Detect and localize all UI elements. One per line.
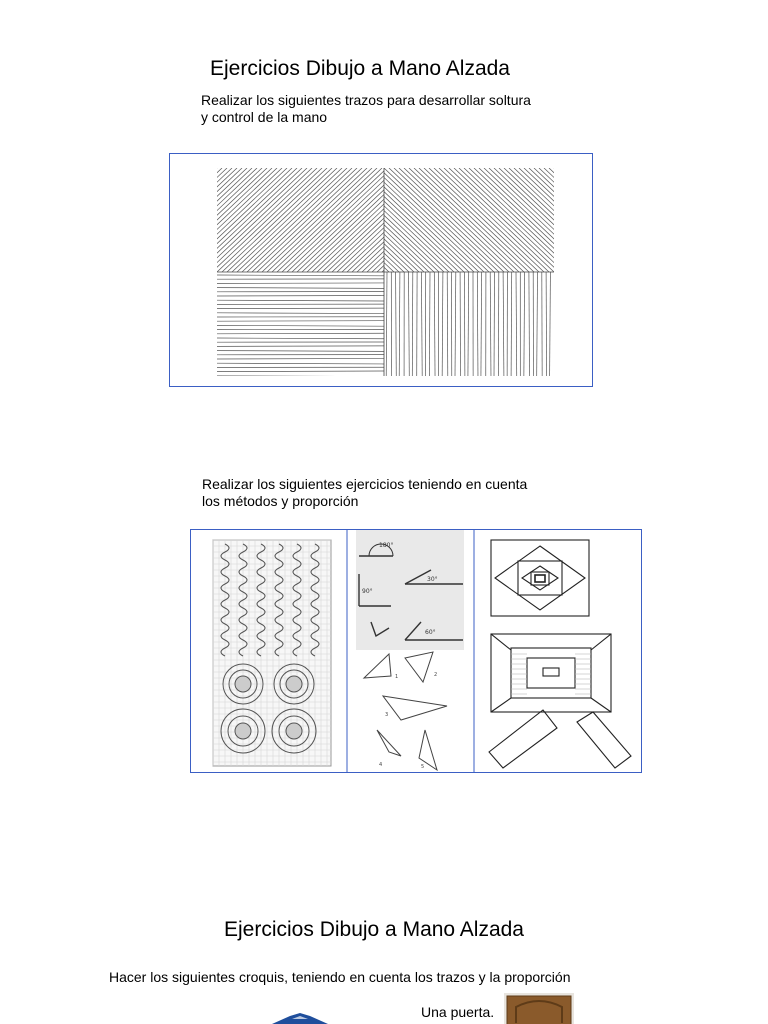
page2-title: Ejercicios Dibujo a Mano Alzada [224,918,524,941]
triangles [364,652,447,770]
door-image [504,993,574,1024]
angles-panel [356,530,464,770]
sketch-instruction: Hacer los siguientes croquis, teniendo en cuenta los trazos y la proporción [109,969,571,985]
triangle-number-1: 1 [395,674,399,680]
page-title: Ejercicios Dibujo a Mano Alzada [210,57,510,80]
section2-line-2: los métodos y proporción [202,493,359,509]
door-caption: Una puerta. [421,1004,495,1020]
section2-line-1: Realizar los siguientes ejercicios teniendo en cuenta [202,476,528,492]
angle-label-180: 180° [379,542,394,549]
blue-badge-image [272,1013,328,1024]
intro-line-2: y control de la mano [201,109,328,125]
triangle-number-5: 5 [421,764,425,770]
exercises-drawing [191,530,641,772]
angle-label-60: 60° [425,629,436,636]
triangle-number-3: 3 [385,712,389,718]
angle-label-30: 30° [427,576,438,583]
triangle-number-2: 2 [434,672,438,678]
intro-line-1: Realizar los siguientes trazos para desarrollar soltura [201,92,531,108]
triangle-number-4: 4 [379,762,383,768]
angle-label-90: 90° [362,588,373,595]
wave-circle-panel [213,540,331,766]
exercises-figure [190,529,642,773]
hatching-drawing [170,154,592,386]
geometry-panel [489,540,631,768]
hatching-figure [169,153,593,387]
